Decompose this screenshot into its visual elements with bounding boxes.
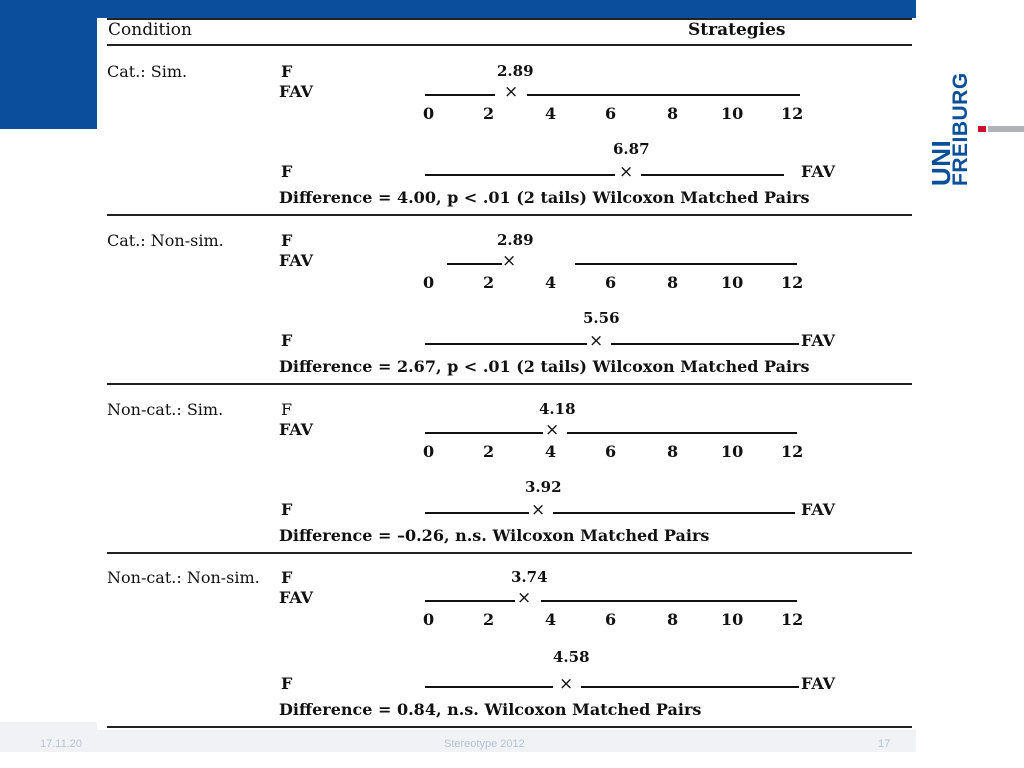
condition-label: Non-cat.: Sim. [107, 400, 224, 419]
tick-label: 10 [721, 104, 744, 123]
tick-label: 10 [721, 273, 744, 292]
footer-title: Stereotype 2012 [444, 738, 525, 750]
tick-label: 4 [545, 610, 557, 629]
logo-text-uni: UNI [926, 139, 956, 186]
scale-line [425, 174, 615, 176]
endpoint-label-fav: FAV [279, 251, 314, 270]
footer-page-number: 17 [878, 738, 891, 750]
tick-label: 2 [483, 442, 495, 461]
endpoint-label-fav: FAV [279, 588, 314, 607]
scale-line [425, 512, 529, 514]
scale-line [581, 686, 799, 688]
mean-value-label: 2.89 [497, 62, 534, 80]
condition-label: Non-cat.: Non-sim. [107, 568, 260, 587]
condition-label: Cat.: Non-sim. [107, 231, 224, 250]
scale-line [425, 600, 515, 602]
scale-line [541, 600, 797, 602]
tick-label: 8 [667, 610, 679, 629]
tick-label: 0 [423, 104, 435, 123]
scale-line [425, 343, 587, 345]
tick-label: 0 [423, 273, 435, 292]
endpoint-label-fav: FAV [279, 82, 314, 101]
scale-line [425, 432, 543, 434]
endpoint-label-f: F [281, 568, 293, 587]
logo-red-bar [978, 126, 986, 132]
mean-marker: × [504, 82, 519, 102]
difference-value-label: 6.87 [613, 140, 650, 158]
tick-label: 4 [545, 104, 557, 123]
tick-label: 2 [483, 610, 495, 629]
difference-statement: Difference = 2.67, p < .01 (2 tails) Wilcoxon Matched Pairs [279, 357, 810, 376]
endpoint-label-fav: FAV [801, 331, 836, 350]
mean-marker: × [502, 251, 517, 271]
footer-date: 17.11.20 [40, 738, 83, 750]
endpoint-label-f: F [281, 331, 293, 350]
column-header-condition: Condition [108, 20, 192, 40]
logo-text-freiburg: FREIBURG [949, 72, 972, 186]
endpoint-label-f: F [281, 500, 293, 519]
scale-line [425, 94, 495, 96]
row-rule [107, 383, 912, 385]
tick-label: 8 [667, 104, 679, 123]
endpoint-label-fav: FAV [801, 674, 836, 693]
difference-marker: × [589, 331, 604, 351]
tick-label: 6 [605, 104, 617, 123]
difference-marker: × [559, 674, 574, 694]
tick-label: 10 [721, 610, 744, 629]
endpoint-label-fav: FAV [801, 500, 836, 519]
difference-value-label: 3.92 [525, 478, 562, 496]
row-rule [107, 214, 912, 216]
difference-statement: Difference = 0.84, n.s. Wilcoxon Matched Pairs [279, 700, 702, 719]
scale-line [575, 263, 797, 265]
scale-line [527, 94, 800, 96]
difference-value-label: 4.58 [553, 648, 590, 666]
table-top-rule [107, 18, 912, 20]
tick-label: 12 [781, 273, 804, 292]
endpoint-label-fav: FAV [279, 420, 314, 439]
scale-line [641, 174, 784, 176]
scale-line [553, 512, 795, 514]
mean-value-label: 4.18 [539, 400, 576, 418]
difference-statement: Difference = –0.26, n.s. Wilcoxon Matched Pairs [279, 526, 710, 545]
column-header-strategies: Strategies [688, 20, 786, 40]
scale-line [447, 263, 502, 265]
table-bottom-rule [107, 726, 912, 728]
difference-statement: Difference = 4.00, p < .01 (2 tails) Wilcoxon Matched Pairs [279, 188, 810, 207]
row-rule [107, 552, 912, 554]
tick-label: 12 [781, 610, 804, 629]
endpoint-label-f: F [281, 62, 293, 81]
tick-label: 0 [423, 442, 435, 461]
mean-value-label: 2.89 [497, 231, 534, 249]
mean-marker: × [517, 588, 532, 608]
header-rule [107, 44, 912, 46]
endpoint-label-fav: FAV [801, 162, 836, 181]
difference-marker: × [531, 500, 546, 520]
tick-label: 2 [483, 104, 495, 123]
scale-line [425, 686, 553, 688]
tick-label: 8 [667, 273, 679, 292]
slide-top-band [97, 0, 916, 18]
endpoint-label-f: F [281, 674, 293, 693]
difference-value-label: 5.56 [583, 309, 620, 327]
tick-label: 0 [423, 610, 435, 629]
tick-label: 6 [605, 442, 617, 461]
tick-label: 6 [605, 610, 617, 629]
slide-corner-block [0, 0, 97, 129]
tick-label: 10 [721, 442, 744, 461]
endpoint-label-f: F [281, 231, 293, 250]
tick-label: 6 [605, 273, 617, 292]
scale-line [567, 432, 797, 434]
endpoint-label-f: F [281, 400, 293, 419]
logo-gray-bar [988, 126, 1024, 132]
difference-marker: × [619, 162, 634, 182]
mean-marker: × [545, 420, 560, 440]
mean-value-label: 3.74 [511, 568, 548, 586]
endpoint-label-f: F [281, 162, 293, 181]
tick-label: 8 [667, 442, 679, 461]
tick-label: 4 [545, 442, 557, 461]
tick-label: 12 [781, 442, 804, 461]
tick-label: 4 [545, 273, 557, 292]
tick-label: 2 [483, 273, 495, 292]
scale-line [611, 343, 799, 345]
results-table [97, 18, 916, 730]
condition-label: Cat.: Sim. [107, 62, 188, 81]
tick-label: 12 [781, 104, 804, 123]
